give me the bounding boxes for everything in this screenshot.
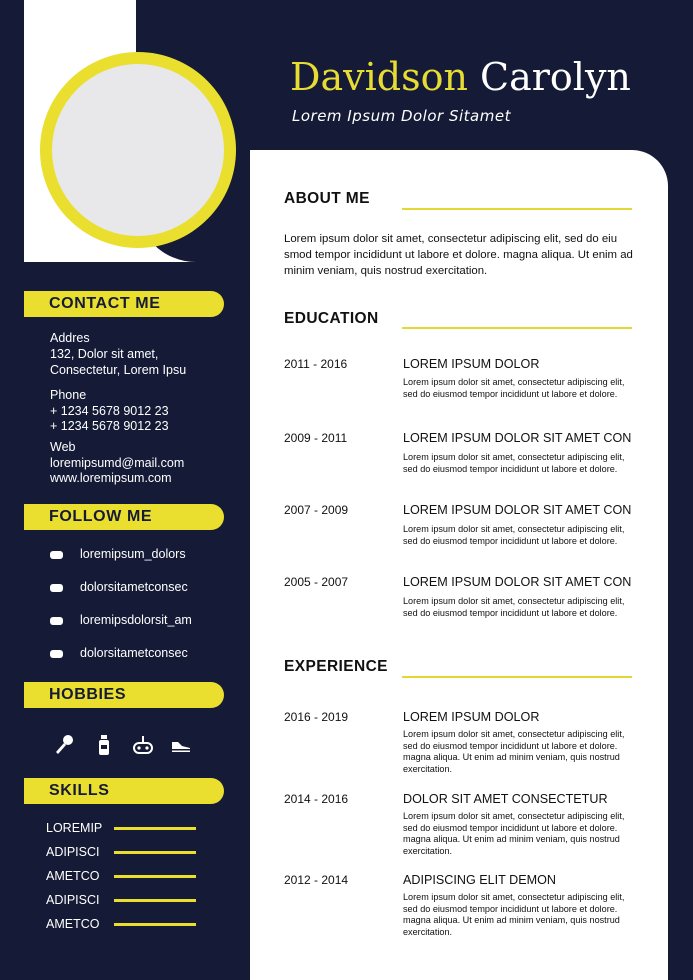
skills-heading-bar: [24, 778, 224, 804]
education-desc: Lorem ipsum dolor sit amet, consectetur adipiscing elit, sed do eiusmod tempor incididunt ut labore et dolore.: [403, 524, 625, 546]
social-item: [50, 613, 192, 627]
social-icon: [50, 584, 63, 592]
experience-heading: EXPERIENCE: [284, 658, 388, 675]
about-heading: ABOUT ME: [284, 190, 370, 207]
skill-name: AMETCO: [46, 917, 100, 931]
skill-bar: [114, 851, 196, 854]
phone-1: + 1234 5678 9012 23: [50, 404, 169, 418]
education-desc: Lorem ipsum dolor sit amet, consectetur adipiscing elit, sed do eiusmod tempor incididunt ut labore et dolore.: [403, 596, 625, 618]
hobbies-heading: HOBBIES: [49, 686, 127, 703]
experience-title: LOREM IPSUM DOLOR: [403, 710, 540, 724]
social-icon: [50, 617, 63, 625]
resume-name: [290, 55, 631, 99]
skill-bar: [114, 923, 196, 926]
social-handle: dolorsitametconsec: [80, 646, 188, 660]
education-divider: [402, 327, 632, 329]
social-icon: [50, 551, 63, 559]
skill-name: AMETCO: [46, 869, 100, 883]
bottle-icon: [93, 734, 115, 756]
education-title: LOREM IPSUM DOLOR SIT AMET CON: [403, 431, 632, 445]
social-handle: dolorsitametconsec: [80, 580, 188, 594]
email: loremipsumd@mail.com: [50, 456, 185, 470]
experience-title: ADIPISCING ELIT DEMON: [403, 873, 557, 887]
education-desc: Lorem ipsum dolor sit amet, consectetur adipiscing elit, sed do eiusmod tempor incididunt ut labore et dolore.: [403, 377, 625, 399]
experience-divider: [402, 676, 632, 678]
follow-heading-bar: [24, 504, 224, 530]
address-line-1: 132, Dolor sit amet,: [50, 347, 159, 361]
experience-desc: Lorem ipsum dolor sit amet, consectetur adipiscing elit, sed do eiusmod tempor incididunt ut labore et dolore. magna aliqua. Ut enim ad minim veniam, quis nostrud exercitation.: [403, 811, 625, 856]
gamepad-icon: [132, 734, 154, 756]
experience-years: 2016 - 2019: [284, 710, 349, 724]
education-title: LOREM IPSUM DOLOR SIT AMET CON: [403, 575, 632, 589]
education-title: LOREM IPSUM DOLOR SIT AMET CON: [403, 503, 632, 517]
education-desc: Lorem ipsum dolor sit amet, consectetur adipiscing elit, sed do eiusmod tempor incididunt ut labore et dolore.: [403, 452, 625, 474]
social-handle: loremipsdolorsit_am: [80, 613, 192, 627]
phone-label: Phone: [50, 388, 87, 402]
skills-heading: SKILLS: [49, 782, 110, 799]
education-years: 2009 - 2011: [284, 431, 348, 445]
social-handle: loremipsum_dolors: [80, 547, 186, 561]
skill-bar: [114, 875, 196, 878]
skill-name: ADIPISCI: [46, 893, 100, 907]
experience-desc: Lorem ipsum dolor sit amet, consectetur adipiscing elit, sed do eiusmod tempor incididunt ut labore et dolore. magna aliqua. Ut enim ad minim veniam, quis nostrud exercitation.: [403, 892, 625, 937]
follow-heading: FOLLOW ME: [49, 508, 153, 525]
microphone-icon: [53, 734, 75, 756]
resume-subtitle: Lorem Ipsum Dolor Sitamet: [292, 107, 511, 125]
experience-years: 2012 - 2014: [284, 873, 349, 887]
social-icon: [50, 650, 63, 658]
about-text: Lorem ipsum dolor sit amet, consectetur adipiscing elit, sed do eiu smod tempor incididunt ut labore et dolore. magna aliqua. Ut enim ad minim veniam, quis nostrud exercitation.: [284, 233, 633, 277]
hobbies-heading-bar: [24, 682, 224, 708]
website: www.loremipsum.com: [50, 471, 172, 485]
education-years: 2005 - 2007: [284, 575, 349, 589]
education-years: 2011 - 2016: [284, 357, 348, 371]
experience-years: 2014 - 2016: [284, 792, 349, 806]
skill-name: ADIPISCI: [46, 845, 100, 859]
address-label: Addres: [50, 331, 90, 345]
address-line-2: Consectetur, Lorem Ipsu: [50, 363, 187, 377]
experience-desc: Lorem ipsum dolor sit amet, consectetur adipiscing elit, sed do eiusmod tempor incididunt ut labore et dolore. magna aliqua. Ut enim ad minim veniam, quis nostrud exercitation.: [403, 729, 625, 774]
web-label: Web: [50, 440, 76, 454]
social-item: [50, 580, 188, 594]
education-heading: EDUCATION: [284, 310, 379, 327]
contact-heading-bar: [24, 291, 224, 317]
social-item: [50, 646, 188, 660]
first-name: Davidson: [290, 55, 468, 99]
profile-photo-placeholder: [52, 64, 224, 236]
contact-heading: CONTACT ME: [49, 295, 161, 312]
about-divider: [402, 208, 632, 210]
sneaker-icon: [170, 734, 192, 756]
experience-title: DOLOR SIT AMET CONSECTETUR: [403, 792, 608, 806]
skill-bar: [114, 827, 196, 830]
skill-bar: [114, 899, 196, 902]
phone-2: + 1234 5678 9012 23: [50, 419, 169, 433]
social-item: [50, 547, 186, 561]
skill-name: LOREMIP: [46, 821, 103, 835]
education-title: LOREM IPSUM DOLOR: [403, 357, 540, 371]
education-years: 2007 - 2009: [284, 503, 349, 517]
last-name: Carolyn: [480, 55, 631, 99]
